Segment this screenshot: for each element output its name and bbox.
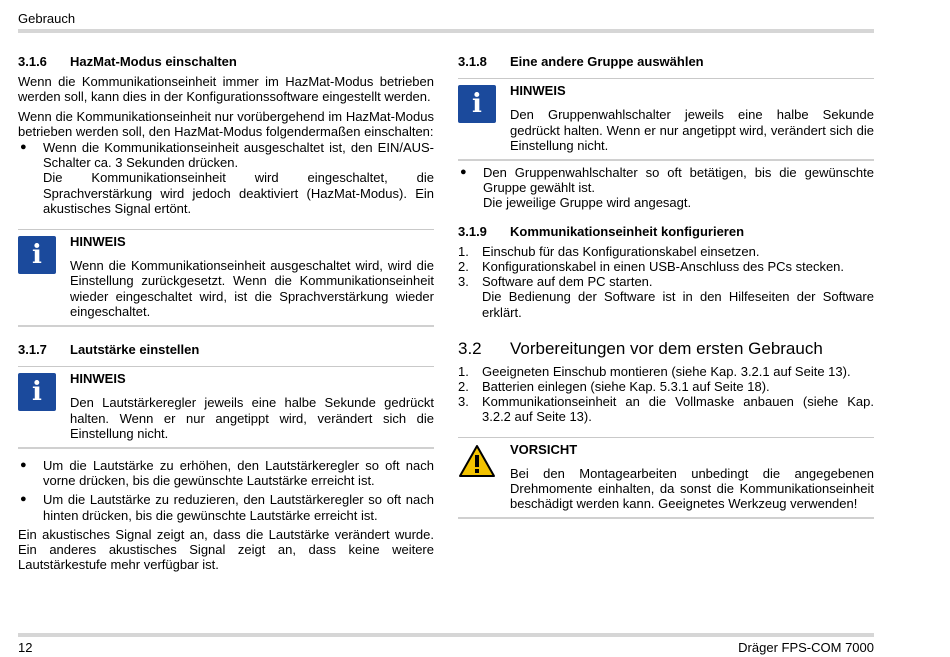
section-number: 3.1.8 bbox=[458, 54, 487, 69]
right-column bbox=[458, 54, 874, 519]
info-icon: i bbox=[18, 373, 56, 411]
bullet-item bbox=[18, 458, 434, 488]
note-box bbox=[458, 78, 874, 161]
bullet-item bbox=[18, 140, 434, 216]
header-rule bbox=[18, 29, 874, 33]
note-box bbox=[18, 229, 434, 327]
numbered-list bbox=[458, 364, 874, 425]
note-text: Den Lautstärkeregler jeweils eine halbe Sekunde gedrückt halten. Wenn er nur angetippt wird, verändert sich die Einstellung nicht. bbox=[70, 395, 434, 441]
note-text: Den Gruppenwahlschalter jeweils eine halbe Sekunde gedrückt halten. Wenn er nur angetippt wird, verändert sich die Einstellung nicht. bbox=[510, 107, 874, 153]
section-heading-317 bbox=[18, 342, 434, 357]
note-title: HINWEIS bbox=[70, 234, 126, 250]
caution-text: Bei den Montagearbeiten unbedingt die angegebenen Drehmomente einhalten, da sonst die Kommunikationseinheit beschädigt werden kann. Geeignetes Werkzeug verwenden! bbox=[510, 465, 874, 512]
info-icon: i bbox=[18, 236, 56, 274]
numbered-list bbox=[458, 244, 874, 320]
section-heading-32 bbox=[458, 339, 874, 359]
bullet-text-cont: Die Kommunikationseinheit wird eingeschaltet, die Sprachverstärkung wird jedoch deaktiviert (HazMat-Modus). Ein akustisches Signal ertönt. bbox=[43, 170, 434, 216]
section-number: 3.1.9 bbox=[458, 223, 487, 239]
bullet-text: Den Gruppenwahlschalter so oft betätigen, bis die gewünschte Gruppe gewählt ist. bbox=[483, 165, 874, 196]
list-item: 2. Batterien einlegen (siehe Kap. 5.3.1 auf Seite 18). bbox=[458, 379, 770, 395]
section-heading-318 bbox=[458, 54, 874, 69]
note-text: Wenn die Kommunikationseinheit ausgeschaltet wird, wird die Einstellung zurückgesetzt. Wenn die Kommunikationseinheit wieder eingeschaltet wird, ist die Sprachverstärkung wieder eingeschaltet. bbox=[70, 258, 434, 319]
note-title: HINWEIS bbox=[70, 371, 126, 387]
bullet-icon: ● bbox=[20, 493, 27, 506]
section-title: Kommunikationseinheit konfigurieren bbox=[510, 223, 745, 239]
note-title: HINWEIS bbox=[510, 83, 566, 99]
product-name: Dräger FPS-COM 7000 bbox=[738, 640, 874, 655]
section-heading-319 bbox=[458, 224, 874, 239]
bullet-text-cont: Die jeweilige Gruppe wird angesagt. bbox=[483, 195, 692, 211]
bullet-item bbox=[458, 165, 874, 211]
section-number: 3.2 bbox=[458, 338, 482, 358]
bullet-icon: ● bbox=[20, 141, 27, 154]
note-box bbox=[18, 366, 434, 449]
bullet-text: Um die Lautstärke zu erhöhen, den Lautstärkeregler so oft nach vorne drücken, bis die gewünschte Lautstärke erreicht ist. bbox=[43, 458, 434, 489]
section-title: Vorbereitungen vor dem ersten Gebrauch bbox=[510, 338, 823, 358]
paragraph: Ein akustisches Signal zeigt an, dass die Lautstärke verändert wurde. Ein anderes akustisches Signal zeigt an, dass keine weitere Lautstärkestufe mehr verfügbar ist. bbox=[18, 526, 434, 573]
section-number: 3.1.6 bbox=[18, 54, 47, 69]
section-title: Eine andere Gruppe auswählen bbox=[510, 54, 704, 69]
list-item: 1. Einschub für das Konfigurationskabel einsetzen. bbox=[458, 243, 760, 259]
bullet-text: Um die Lautstärke zu reduzieren, den Lautstärkeregler so oft nach hinten drücken, bis die gewünschte Lautstärke erreicht ist. bbox=[43, 492, 434, 523]
list-item: 3. Software auf dem PC starten. Die Bedienung der Software ist in den Hilfeseiten der Software erklärt. bbox=[458, 274, 874, 320]
caution-box bbox=[458, 437, 874, 520]
bullet-text: Wenn die Kommunikationseinheit ausgeschaltet ist, den EIN/AUS-Schalter ca. 3 Sekunden drücken. bbox=[43, 140, 434, 171]
paragraph: Wenn die Kommunikationseinheit nur vorübergehend im HazMat-Modus betrieben werden soll, den HazMat-Modus folgendermaßen einschalten: bbox=[18, 108, 434, 139]
left-column bbox=[18, 54, 434, 572]
section-heading-316 bbox=[18, 54, 434, 69]
list-item-cont: Die Bedienung der Software ist in den Hilfeseiten der Software erklärt. bbox=[482, 289, 874, 320]
warning-icon bbox=[458, 444, 496, 478]
section-title: HazMat-Modus einschalten bbox=[70, 54, 237, 69]
list-item: 3. Kommunikationseinheit an die Vollmaske anbauen (siehe Kap. 3.2.2 auf Seite 13). bbox=[458, 394, 874, 425]
list-item: 1. Geeigneten Einschub montieren (siehe Kap. 3.2.1 auf Seite 13). bbox=[458, 363, 851, 379]
running-header: Gebrauch bbox=[18, 11, 76, 26]
footer-rule bbox=[18, 633, 874, 637]
paragraph: Wenn die Kommunikationseinheit immer im HazMat-Modus betrieben werden soll, kann dies in der Konfigurationssoftware eingestellt werden. bbox=[18, 74, 434, 105]
caution-title: VORSICHT bbox=[510, 441, 578, 457]
section-title: Lautstärke einstellen bbox=[70, 342, 200, 358]
list-item: 2. Konfigurationskabel in einen USB-Anschluss des PCs stecken. bbox=[458, 259, 845, 275]
bullet-item bbox=[18, 492, 434, 522]
bullet-icon: ● bbox=[460, 166, 467, 179]
bullet-icon: ● bbox=[20, 459, 27, 472]
info-icon: i bbox=[458, 85, 496, 123]
page-number: 12 bbox=[18, 640, 33, 655]
section-number: 3.1.7 bbox=[18, 342, 47, 358]
